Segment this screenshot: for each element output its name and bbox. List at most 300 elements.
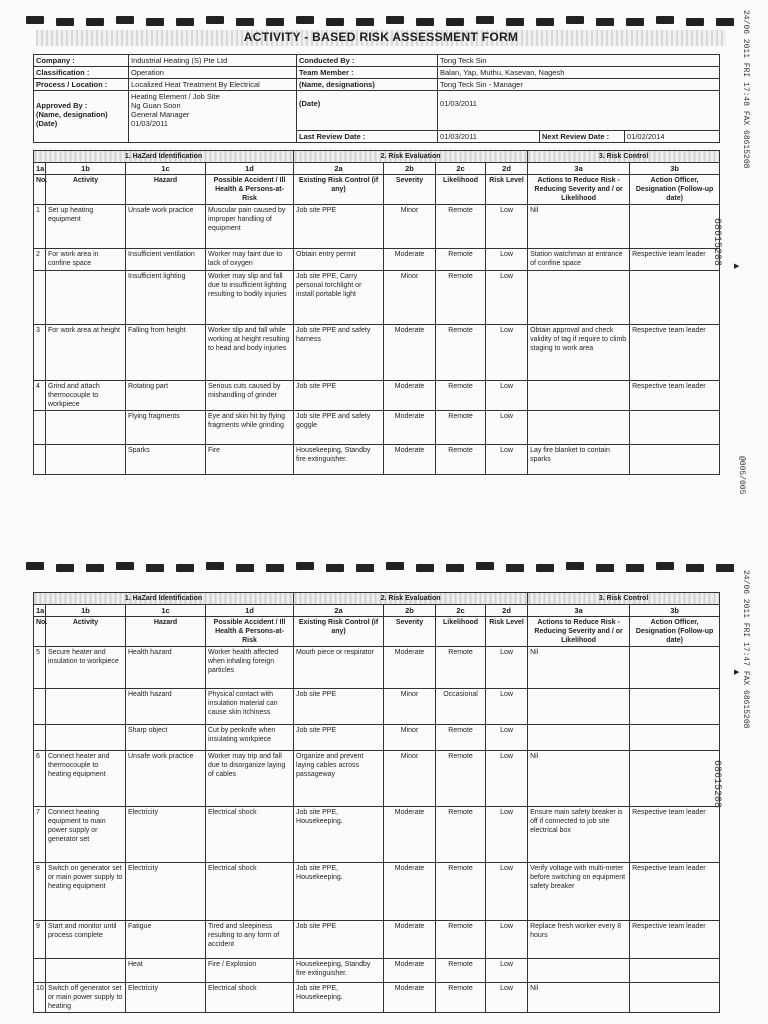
column-activity: Activity bbox=[46, 617, 126, 647]
scan-dash bbox=[416, 564, 434, 572]
last-review-label: Last Review Date : bbox=[297, 131, 438, 143]
row-likelihood: Remote bbox=[436, 381, 486, 411]
row-likelihood: Remote bbox=[436, 725, 486, 751]
row-action: Replace fresh worker every 8 hours bbox=[528, 921, 630, 959]
row-risk-level: Low bbox=[486, 807, 528, 863]
scan-dash bbox=[686, 18, 704, 26]
row-accident: Muscular pain caused by improper handling of equipment bbox=[206, 205, 294, 249]
row-existing-control: Job site PPE and safety harness bbox=[294, 325, 384, 381]
row-accident: Electrical shock bbox=[206, 983, 294, 1013]
row-action-officer bbox=[630, 205, 720, 249]
row-activity: Start and monitor until process complete bbox=[46, 921, 126, 959]
column-code: 1a bbox=[34, 605, 46, 617]
approved-label-line-2: (Name, designation) bbox=[36, 110, 108, 119]
row-risk-level: Low bbox=[486, 647, 528, 689]
row-severity: Moderate bbox=[384, 983, 436, 1013]
row-number: 2 bbox=[34, 249, 46, 271]
approved-by-value bbox=[129, 91, 297, 143]
column-hazard: Hazard bbox=[126, 617, 206, 647]
column-code-row bbox=[34, 605, 720, 617]
scan-dash bbox=[266, 18, 284, 26]
risk-table-body bbox=[34, 151, 720, 475]
row-hazard: Insufficient lighting bbox=[126, 271, 206, 325]
row-existing-control: Job site PPE bbox=[294, 921, 384, 959]
column-code: 3a bbox=[528, 605, 630, 617]
table-row bbox=[34, 271, 720, 325]
scan-dash bbox=[206, 562, 224, 570]
column-code: 2b bbox=[384, 163, 436, 175]
row-severity: Moderate bbox=[384, 807, 436, 863]
classification-label: Classification : bbox=[34, 67, 129, 79]
scan-dash bbox=[446, 564, 464, 572]
table-row bbox=[34, 689, 720, 725]
row-accident: Worker health affected when inhaling foreign particles bbox=[206, 647, 294, 689]
row-activity: Switch off generator set or main power supply to heating bbox=[46, 983, 126, 1013]
row-hazard: Health hazard bbox=[126, 647, 206, 689]
column-accident: Possible Accident / Ill Health & Persons-at-Risk bbox=[206, 175, 294, 205]
scan-dash bbox=[446, 18, 464, 26]
approved-designation: General Manager bbox=[131, 110, 190, 119]
date-label: (Date) bbox=[297, 91, 438, 131]
row-action bbox=[528, 725, 630, 751]
row-number bbox=[34, 445, 46, 475]
table-row bbox=[34, 205, 720, 249]
row-action-officer bbox=[630, 689, 720, 725]
table-row bbox=[34, 959, 720, 983]
column-risk-level: Risk Level bbox=[486, 617, 528, 647]
company-value: Industrial Heating (S) Pte Ltd bbox=[129, 55, 297, 67]
row-action-officer: Respective team leader bbox=[630, 807, 720, 863]
row-action-officer bbox=[630, 647, 720, 689]
row-existing-control: Job site PPE bbox=[294, 725, 384, 751]
process-line-1: Localized Heat Treatment By Electrical bbox=[131, 80, 260, 89]
section-hazard-identification: 1. HaZard Identification bbox=[34, 593, 294, 605]
row-severity: Moderate bbox=[384, 445, 436, 475]
column-existing-control: Existing Risk Control (if any) bbox=[294, 175, 384, 205]
column-code: 1c bbox=[126, 605, 206, 617]
column-severity: Severity bbox=[384, 617, 436, 647]
row-likelihood: Remote bbox=[436, 271, 486, 325]
row-hazard: Fatigue bbox=[126, 921, 206, 959]
table-row bbox=[34, 921, 720, 959]
approved-name: Ng Guan Soon bbox=[131, 101, 181, 110]
column-action-officer: Action Officer, Designation (Follow-up date) bbox=[630, 175, 720, 205]
row-number bbox=[34, 959, 46, 983]
row-action-officer: Respective team leader bbox=[630, 863, 720, 921]
scan-dash bbox=[356, 18, 374, 26]
row-hazard: Electricity bbox=[126, 807, 206, 863]
approved-label-line-3: (Date) bbox=[36, 119, 58, 128]
form-title: ACTIVITY - BASED RISK ASSESSMENT FORM bbox=[36, 30, 726, 46]
approved-label-line-1: Approved By : bbox=[36, 101, 88, 110]
scan-dash bbox=[536, 564, 554, 572]
row-number: 10 bbox=[34, 983, 46, 1013]
table-row bbox=[34, 249, 720, 271]
row-activity: Connect heating equipment to main power supply or generator set bbox=[46, 807, 126, 863]
column-existing-control: Existing Risk Control (if any) bbox=[294, 617, 384, 647]
row-risk-level: Low bbox=[486, 271, 528, 325]
row-likelihood: Remote bbox=[436, 205, 486, 249]
scan-dash bbox=[716, 18, 734, 26]
scan-dash bbox=[656, 562, 674, 570]
approved-date: 01/03/2011 bbox=[131, 119, 168, 128]
row-accident: Fire bbox=[206, 445, 294, 475]
team-designation-value: Tong Teck Sin - Manager bbox=[438, 79, 720, 91]
scan-dash bbox=[56, 564, 74, 572]
scan-dash bbox=[716, 564, 734, 572]
row-action-officer bbox=[630, 271, 720, 325]
row-action: Nil bbox=[528, 983, 630, 1013]
column-likelihood: Likelihood bbox=[436, 617, 486, 647]
row-action: Nil bbox=[528, 205, 630, 249]
row-likelihood: Remote bbox=[436, 807, 486, 863]
row-number: 5 bbox=[34, 647, 46, 689]
row-action bbox=[528, 959, 630, 983]
scan-dash bbox=[356, 564, 374, 572]
row-action: Verify voltage with multi-meter before switching on equipment safety breaker bbox=[528, 863, 630, 921]
scan-dash bbox=[146, 564, 164, 572]
scan-dash bbox=[476, 562, 494, 570]
last-review-value: 01/03/2011 bbox=[438, 131, 540, 143]
form-header-table bbox=[33, 54, 720, 143]
row-risk-level: Low bbox=[486, 921, 528, 959]
section-risk-control: 3. Risk Control bbox=[528, 151, 720, 163]
scan-dash bbox=[536, 18, 554, 26]
row-hazard: Rotating part bbox=[126, 381, 206, 411]
row-accident: Tired and sleepiness resulting to any form of accident bbox=[206, 921, 294, 959]
scan-dash bbox=[386, 16, 404, 24]
fax-header-line: 24/06 2011 FRI 17:48 FAX 68615208 bbox=[741, 10, 750, 169]
row-hazard: Sparks bbox=[126, 445, 206, 475]
row-action-officer bbox=[630, 959, 720, 983]
section-risk-evaluation: 2. Risk Evaluation bbox=[294, 151, 528, 163]
row-action-officer: Respective team leader bbox=[630, 921, 720, 959]
table-row bbox=[34, 807, 720, 863]
column-severity: Severity bbox=[384, 175, 436, 205]
row-hazard: Falling from height bbox=[126, 325, 206, 381]
row-risk-level: Low bbox=[486, 689, 528, 725]
row-action bbox=[528, 271, 630, 325]
row-accident: Cut by penknife when insulating workpiece bbox=[206, 725, 294, 751]
column-code: 3b bbox=[630, 163, 720, 175]
row-risk-level: Low bbox=[486, 249, 528, 271]
row-severity: Minor bbox=[384, 205, 436, 249]
process-line-2: Heating Element / Job Site bbox=[131, 92, 220, 101]
column-code: 2c bbox=[436, 163, 486, 175]
column-code: 1b bbox=[46, 605, 126, 617]
row-activity bbox=[46, 689, 126, 725]
next-review-value: 01/02/2014 bbox=[625, 131, 720, 143]
process-location-value bbox=[129, 79, 297, 91]
scan-dash bbox=[206, 16, 224, 24]
row-activity bbox=[46, 959, 126, 983]
row-action-officer bbox=[630, 751, 720, 807]
scan-dash bbox=[626, 564, 644, 572]
column-code: 3a bbox=[528, 163, 630, 175]
row-hazard: Electricity bbox=[126, 983, 206, 1013]
section-risk-control: 3. Risk Control bbox=[528, 593, 720, 605]
column-code: 2d bbox=[486, 605, 528, 617]
row-likelihood: Remote bbox=[436, 921, 486, 959]
row-hazard: Unsafe work practice bbox=[126, 751, 206, 807]
row-hazard: Unsafe work practice bbox=[126, 205, 206, 249]
scan-dash bbox=[296, 562, 314, 570]
scan-dash bbox=[26, 562, 44, 570]
scan-dash bbox=[86, 18, 104, 26]
row-action: Station watchman at entrance of confine space bbox=[528, 249, 630, 271]
scan-dash bbox=[56, 18, 74, 26]
row-existing-control: Job site PPE and safety goggle bbox=[294, 411, 384, 445]
scan-dash bbox=[236, 564, 254, 572]
row-risk-level: Low bbox=[486, 411, 528, 445]
scan-dash bbox=[326, 564, 344, 572]
row-number bbox=[34, 411, 46, 445]
row-accident: Worker slip and fall while working at height resulting to head and body injuries bbox=[206, 325, 294, 381]
column-hazard: Hazard bbox=[126, 175, 206, 205]
row-existing-control: Job site PPE, Housekeeping. bbox=[294, 863, 384, 921]
row-likelihood: Remote bbox=[436, 863, 486, 921]
table-row bbox=[34, 381, 720, 411]
row-existing-control: Mouth piece or respirator bbox=[294, 647, 384, 689]
row-activity bbox=[46, 445, 126, 475]
row-number: 7 bbox=[34, 807, 46, 863]
column-code: 1d bbox=[206, 163, 294, 175]
team-member-value: Balan, Yap, Muthu, Kasevan, Nagesh bbox=[438, 67, 720, 79]
table-row bbox=[34, 983, 720, 1013]
row-likelihood: Remote bbox=[436, 325, 486, 381]
table-row bbox=[34, 863, 720, 921]
scan-dash bbox=[416, 18, 434, 26]
row-number bbox=[34, 725, 46, 751]
row-activity bbox=[46, 271, 126, 325]
row-activity bbox=[46, 411, 126, 445]
column-header-row bbox=[34, 617, 720, 647]
row-action-officer: Respective team leader bbox=[630, 249, 720, 271]
row-action: Nil bbox=[528, 751, 630, 807]
row-number: 8 bbox=[34, 863, 46, 921]
conducted-by-value: Tong Teck Sin bbox=[438, 55, 720, 67]
row-risk-level: Low bbox=[486, 725, 528, 751]
scan-dash bbox=[176, 18, 194, 26]
scan-dash bbox=[506, 18, 524, 26]
row-likelihood: Remote bbox=[436, 959, 486, 983]
section-hazard-identification: 1. HaZard Identification bbox=[34, 151, 294, 163]
row-activity: Secure heater and insulation to workpiece bbox=[46, 647, 126, 689]
row-existing-control: Job site PPE, Housekeeping. bbox=[294, 983, 384, 1013]
row-likelihood: Remote bbox=[436, 751, 486, 807]
approved-by-label bbox=[34, 91, 129, 143]
row-accident: Fire / Explosion bbox=[206, 959, 294, 983]
fax-scan-dashes bbox=[26, 560, 726, 576]
column-risk-level: Risk Level bbox=[486, 175, 528, 205]
scan-dash bbox=[626, 18, 644, 26]
table-row bbox=[34, 411, 720, 445]
row-risk-level: Low bbox=[486, 863, 528, 921]
scan-dash bbox=[86, 564, 104, 572]
row-activity: Grind and attach thermocouple to workpiece bbox=[46, 381, 126, 411]
row-severity: Minor bbox=[384, 725, 436, 751]
row-risk-level: Low bbox=[486, 959, 528, 983]
margin-arrow-icon: ▶ bbox=[734, 263, 740, 270]
row-risk-level: Low bbox=[486, 325, 528, 381]
row-severity: Moderate bbox=[384, 959, 436, 983]
row-likelihood: Remote bbox=[436, 445, 486, 475]
row-severity: Moderate bbox=[384, 921, 436, 959]
row-risk-level: Low bbox=[486, 751, 528, 807]
row-activity bbox=[46, 725, 126, 751]
team-designation-label: (Name, designations) bbox=[297, 79, 438, 91]
conducted-by-label: Conducted By : bbox=[297, 55, 438, 67]
row-number: 3 bbox=[34, 325, 46, 381]
row-severity: Moderate bbox=[384, 411, 436, 445]
row-accident: Physical contact with insulation material can cause skin itchiness bbox=[206, 689, 294, 725]
row-action: Obtain approval and check validity of tag if require to climb staging to work area bbox=[528, 325, 630, 381]
row-likelihood: Remote bbox=[436, 411, 486, 445]
row-existing-control: Job site PPE, Carry personal torchlight or install portable light bbox=[294, 271, 384, 325]
column-code: 1d bbox=[206, 605, 294, 617]
fax-scan-dashes bbox=[26, 14, 726, 30]
section-header-row bbox=[34, 151, 720, 163]
scan-dash bbox=[506, 564, 524, 572]
row-action-officer bbox=[630, 411, 720, 445]
row-number: 6 bbox=[34, 751, 46, 807]
scan-dash bbox=[566, 562, 584, 570]
scan-dash bbox=[116, 562, 134, 570]
row-risk-level: Low bbox=[486, 445, 528, 475]
table-row bbox=[34, 725, 720, 751]
row-action-officer bbox=[630, 725, 720, 751]
row-hazard: Insufficient ventilation bbox=[126, 249, 206, 271]
fax-header-line: 24/06 2011 FRI 17:47 FAX 68615208 bbox=[741, 570, 750, 729]
date-value: 01/03/2011 bbox=[438, 91, 720, 131]
column-code: 2a bbox=[294, 163, 384, 175]
scan-dash bbox=[326, 18, 344, 26]
section-header-row bbox=[34, 593, 720, 605]
column-code: 1c bbox=[126, 163, 206, 175]
scan-dash bbox=[596, 18, 614, 26]
row-hazard: Sharp object bbox=[126, 725, 206, 751]
row-action: Ensure main safety breaker is off if connected to job site electrical box bbox=[528, 807, 630, 863]
column-code: 2c bbox=[436, 605, 486, 617]
risk-table-body bbox=[34, 593, 720, 1013]
risk-table-page-2 bbox=[33, 592, 720, 1013]
column-code: 3b bbox=[630, 605, 720, 617]
row-existing-control: Obtain entry permit bbox=[294, 249, 384, 271]
fax-number: 68615208 bbox=[711, 760, 722, 809]
row-risk-level: Low bbox=[486, 205, 528, 249]
column-code: 2a bbox=[294, 605, 384, 617]
row-existing-control: Job site PPE bbox=[294, 205, 384, 249]
fax-page-2 bbox=[0, 548, 768, 1024]
risk-table-page-1 bbox=[33, 150, 720, 475]
row-risk-level: Low bbox=[486, 983, 528, 1013]
column-code: 2b bbox=[384, 605, 436, 617]
row-number bbox=[34, 689, 46, 725]
row-action bbox=[528, 411, 630, 445]
row-risk-level: Low bbox=[486, 381, 528, 411]
scan-dash bbox=[296, 16, 314, 24]
column-code: 1a bbox=[34, 163, 46, 175]
row-existing-control: Job site PPE, Housekeeping. bbox=[294, 807, 384, 863]
row-activity: For work area in confine space bbox=[46, 249, 126, 271]
classification-value: Operation bbox=[129, 67, 297, 79]
row-hazard: Heat bbox=[126, 959, 206, 983]
row-activity: Switch on generator set or main power supply to heating equipment bbox=[46, 863, 126, 921]
row-severity: Moderate bbox=[384, 647, 436, 689]
scan-dash bbox=[266, 564, 284, 572]
scan-dash bbox=[476, 16, 494, 24]
row-activity: Connect heater and thermocouple to heating equipment bbox=[46, 751, 126, 807]
row-hazard: Health hazard bbox=[126, 689, 206, 725]
row-severity: Minor bbox=[384, 271, 436, 325]
row-activity: Set up heating equipment bbox=[46, 205, 126, 249]
row-accident: Worker may faint due to lack of oxygen bbox=[206, 249, 294, 271]
scan-dash bbox=[566, 16, 584, 24]
row-action-officer: Respective team leader bbox=[630, 325, 720, 381]
row-existing-control: Housekeeping, Standby fire extinguisher. bbox=[294, 445, 384, 475]
row-accident: Worker may slip and fall due to insufficient lighting resulting to bodily injuries bbox=[206, 271, 294, 325]
row-likelihood: Remote bbox=[436, 983, 486, 1013]
column-code-row bbox=[34, 163, 720, 175]
process-location-label: Process / Location : bbox=[34, 79, 129, 91]
fax-page-counter: @005/005 bbox=[737, 456, 746, 495]
company-label: Company : bbox=[34, 55, 129, 67]
row-number: 9 bbox=[34, 921, 46, 959]
row-action-officer bbox=[630, 983, 720, 1013]
row-likelihood: Remote bbox=[436, 647, 486, 689]
scan-dash bbox=[116, 16, 134, 24]
row-existing-control: Job site PPE bbox=[294, 381, 384, 411]
row-likelihood: Occasional bbox=[436, 689, 486, 725]
row-action-officer: Respective team leader bbox=[630, 381, 720, 411]
column-actions: Actions to Reduce Risk - Reducing Severity and / or Likelihood bbox=[528, 175, 630, 205]
row-severity: Moderate bbox=[384, 249, 436, 271]
column-accident: Possible Accident / Ill Health & Persons-at-Risk bbox=[206, 617, 294, 647]
fax-number: 68615208 bbox=[711, 218, 722, 267]
table-row bbox=[34, 647, 720, 689]
row-number bbox=[34, 271, 46, 325]
section-risk-evaluation: 2. Risk Evaluation bbox=[294, 593, 528, 605]
column-no: No. bbox=[34, 175, 46, 205]
scan-dash bbox=[386, 562, 404, 570]
row-accident: Serious cuts caused by mishandling of grinder bbox=[206, 381, 294, 411]
row-activity: For work area at height bbox=[46, 325, 126, 381]
team-member-label: Team Member : bbox=[297, 67, 438, 79]
table-row bbox=[34, 751, 720, 807]
row-accident: Electrical shock bbox=[206, 807, 294, 863]
row-existing-control: Housekeeping, Standby fire extinguisher. bbox=[294, 959, 384, 983]
row-existing-control: Job site PPE bbox=[294, 689, 384, 725]
column-actions: Actions to Reduce Risk - Reducing Severity and / or Likelihood bbox=[528, 617, 630, 647]
row-likelihood: Remote bbox=[436, 249, 486, 271]
column-action-officer: Action Officer, Designation (Follow-up date) bbox=[630, 617, 720, 647]
row-severity: Moderate bbox=[384, 381, 436, 411]
row-hazard: Electricity bbox=[126, 863, 206, 921]
scan-dash bbox=[656, 16, 674, 24]
row-severity: Moderate bbox=[384, 863, 436, 921]
scan-dash bbox=[596, 564, 614, 572]
row-existing-control: Organize and prevent laying cables across passageway bbox=[294, 751, 384, 807]
scan-dash bbox=[26, 16, 44, 24]
column-activity: Activity bbox=[46, 175, 126, 205]
column-header-row bbox=[34, 175, 720, 205]
row-severity: Minor bbox=[384, 751, 436, 807]
column-likelihood: Likelihood bbox=[436, 175, 486, 205]
row-severity: Moderate bbox=[384, 325, 436, 381]
row-number: 1 bbox=[34, 205, 46, 249]
row-severity: Minor bbox=[384, 689, 436, 725]
scan-dash bbox=[236, 18, 254, 26]
